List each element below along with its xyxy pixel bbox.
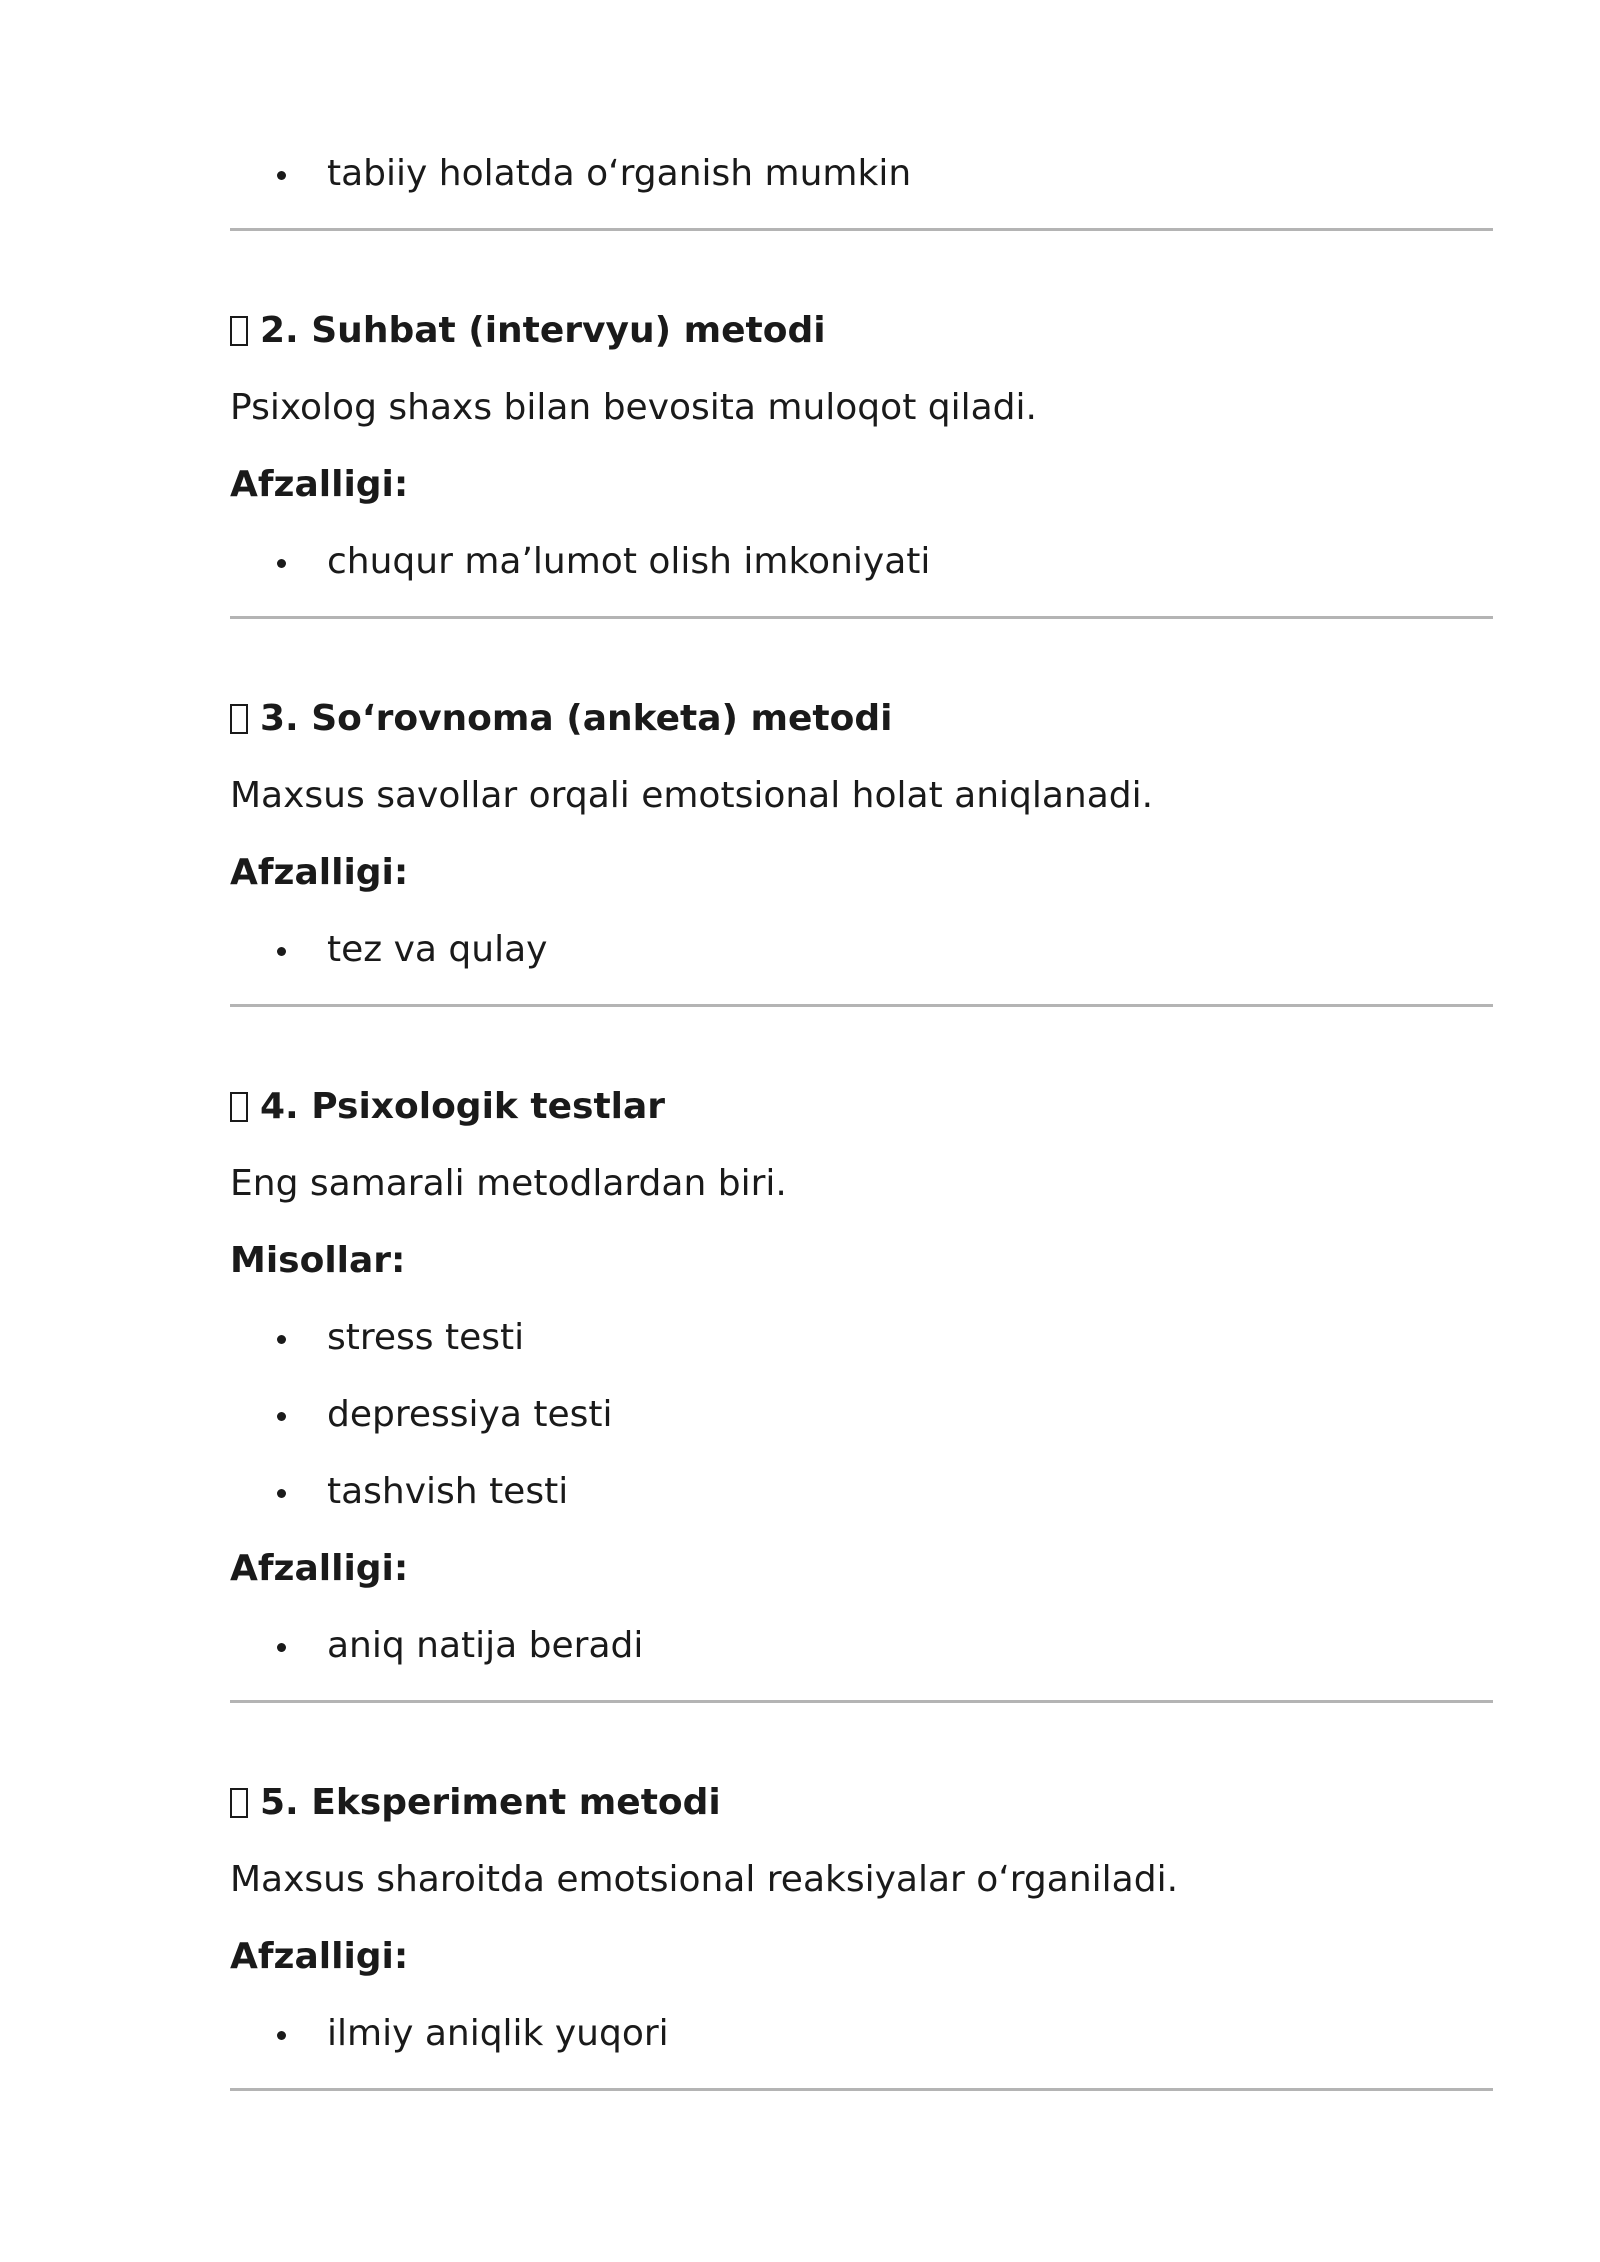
list-item [230,150,1493,198]
section-description: Eng samarali metodlardan biri. [230,1163,787,1204]
section-survey [230,695,1493,1083]
list-item-text: chuqur ma’lumot olish imkoniyati [327,541,931,582]
section-description: Psixolog shaxs bilan bevosita muloqot qiladi. [230,387,1037,428]
section-tests [230,1083,1493,1779]
section-divider [230,2088,1493,2091]
bullet-icon [277,171,286,180]
list-item [230,1314,1493,1362]
missing-glyph-icon [230,704,248,734]
section-description: Maxsus savollar orqali emotsional holat aniqlanadi. [230,775,1154,816]
section-heading: 4. Psixologik testlar [230,1083,1493,1131]
list-item [230,1622,1493,1670]
list-item [230,538,1493,586]
list-item-text: stress testi [327,1317,525,1358]
section-experiment [230,1779,1493,2091]
list-item-text: tashvish testi [327,1471,569,1512]
bullet-icon [277,947,286,956]
list-item [230,1391,1493,1439]
list-item-text: ilmiy aniqlik yuqori [327,2013,669,2054]
list-item [230,2010,1493,2058]
bullet-icon [277,1643,286,1652]
bullet-icon [277,1489,286,1498]
missing-glyph-icon [230,1788,248,1818]
missing-glyph-icon [230,1092,248,1122]
list-item-text: tez va qulay [327,929,548,970]
advantage-label: Afzalligi: [230,852,409,893]
bullet-icon [277,1335,286,1344]
section-heading: 5. Eksperiment metodi [230,1779,1493,1827]
examples-label: Misollar: [230,1240,406,1281]
list-item-text: aniq natija beradi [327,1625,644,1666]
bullet-icon [277,559,286,568]
list-item-text: tabiiy holatda o‘rganish mumkin [327,153,912,194]
section-heading: 3. So‘rovnoma (anketa) metodi [230,695,1493,743]
bullet-icon [277,1412,286,1421]
list-item [230,926,1493,974]
advantage-label: Afzalligi: [230,1548,409,1589]
advantage-label: Afzalligi: [230,464,409,505]
section-description: Maxsus sharoitda emotsional reaksiyalar o‘rganiladi. [230,1859,1179,1900]
advantage-label: Afzalligi: [230,1936,409,1977]
section-heading: 2. Suhbat (intervyu) metodi [230,307,1493,355]
bullet-icon [277,2031,286,2040]
document-page [230,150,1493,2091]
missing-glyph-icon [230,316,248,346]
list-item [230,1468,1493,1516]
section-interview [230,307,1493,695]
list-item-text: depressiya testi [327,1394,613,1435]
